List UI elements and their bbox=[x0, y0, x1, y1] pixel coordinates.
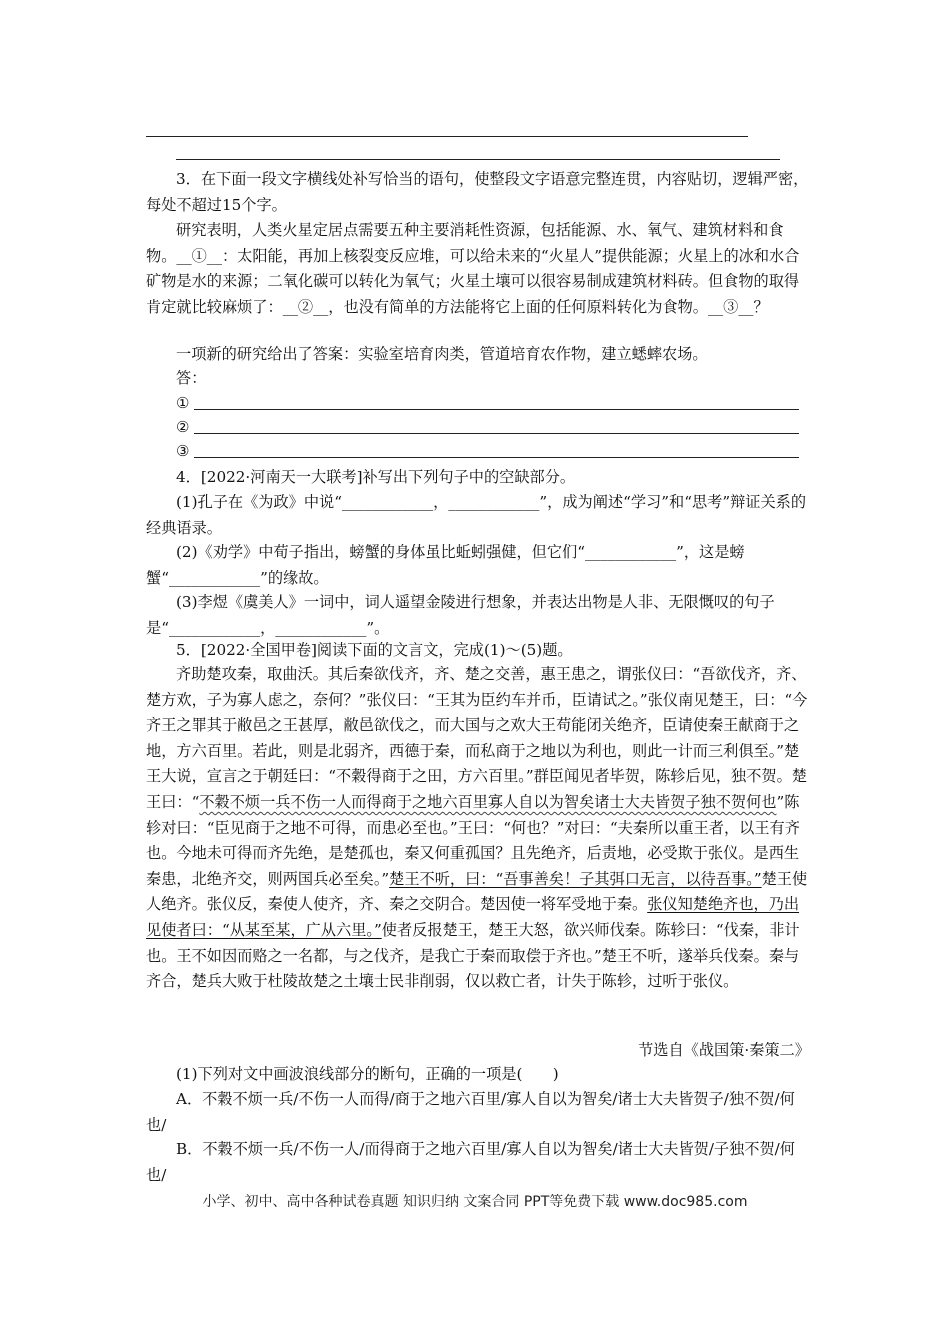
passage-source: 节选自《战国策·秦策二》 bbox=[638, 1041, 810, 1059]
q4-item-3: (3)李煜《虞美人》一词中，词人遥望金陵进行想象，并表达出物是人非、无限慨叹的句子是“____________，____________”。 bbox=[146, 593, 775, 637]
passage-text: 使者反报楚王，楚王大怒，欲兴师伐秦。陈轸曰：“伐秦，非计也。王不如因而赂之一名都，与之伐齐，是我亡于秦而取偿于齐也。”楚王不听，遂举兵伐秦。秦与齐合，楚兵大败于杜陵故楚之土壤士民非削弱，仅以救亡者，计失于陈轸，过听于张仪。 bbox=[146, 920, 800, 991]
option-a[interactable]: A．不穀不烦一兵/不伤一人而得/商于之地六百里/寡人自以为智矣/诸士大夫皆贺子/独不贺/何也/ bbox=[146, 1090, 795, 1134]
answer-blank-line bbox=[146, 136, 748, 137]
answer-blank-line bbox=[176, 159, 780, 160]
q4-stem: 4．[2022·河南天一大联考]补写出下列句子中的空缺部分。 bbox=[176, 468, 576, 486]
q3-passage-answer: 一项新的研究给出了答案：实验室培育肉类，管道培育农作物，建立蟋蟀农场。 bbox=[176, 345, 708, 363]
passage-text: 楚王使人绝齐。张仪反，秦使人使齐，齐、秦之交阴合。楚因使一将军受地于秦。 bbox=[146, 869, 808, 914]
q5-stem: 5．[2022·全国甲卷]阅读下面的文言文，完成(1)～(5)题。 bbox=[176, 641, 573, 659]
q5-sub-question-1: (1)下列对文中画波浪线部分的断句，正确的一项是( ) bbox=[176, 1065, 559, 1083]
q3-answer-label: 答： bbox=[176, 369, 207, 387]
q5-passage bbox=[146, 662, 810, 995]
q3-answer-2[interactable] bbox=[176, 416, 194, 438]
option-b[interactable]: B．不穀不烦一兵/不伤一人/而得商于之地六百里/寡人自以为智矣/诸士大夫皆贺/子独不贺/何也/ bbox=[146, 1140, 795, 1184]
q3-answer-1[interactable] bbox=[176, 392, 194, 414]
q3-stem: 3．在下面一段文字横线处补写恰当的语句，使整段文字语意完整连贯，内容贴切，逻辑严密，每处不超过15个字。 bbox=[146, 170, 809, 214]
answer-mark: ① bbox=[176, 394, 190, 412]
wavy-underlined-text: 不穀不烦一兵不伤一人而得商于之地六百里寡人自以为智矣诸士大夫皆贺子独不贺何也 bbox=[199, 792, 777, 811]
answer-mark: ② bbox=[176, 418, 190, 436]
q3-passage: 研究表明，人类火星定居点需要五种主要消耗性资源，包括能源、水、氧气、建筑材料和食物。__①__：太阳能，再加上核裂变反应堆，可以给未来的“火星人”提供能源；火星上的冰和水合矿物是水的来源；二氧化碳可以转化为氧气；火星土壤可以很容易制成建筑材料砖。但食物的取得肯定就比较麻烦了：__②__，也没有简单的方法能将它上面的任何原料转化为食物。__③__？ bbox=[146, 221, 800, 316]
passage-text: 齐助楚攻秦，取曲沃。其后秦欲伐齐，齐、楚之交善，惠王患之，谓张仪曰：“吾欲伐齐，齐、楚方欢，子为寡人虑之，奈何？”张仪曰：“王其为臣约车并币，臣请试之。”张仪南见楚王，曰：“今齐王之罪其于敝邑之王甚厚，敝邑欲伐之，而大国与之欢大王苟能闭关绝齐，臣请使秦王献商于之地，方六百里。若此，则是北弱齐，西德于秦，而私商于之地以为利也，则此一计而三利俱至。”楚王大说，宣言之于朝廷曰：“不穀得商于之田，方六百里。”群臣闻见者毕贺，陈轸后见，独不贺。楚王曰：“ bbox=[146, 665, 808, 811]
answer-mark: ③ bbox=[176, 442, 190, 460]
footer-banner: 小学、初中、高中各种试卷真题 知识归纳 文案合同 PPT等免费下载 www.doc985.com bbox=[202, 1194, 748, 1210]
q4-item-1: (1)孔子在《为政》中说“____________，____________”，成为阐述“学习”和“思考”辩证关系的经典语录。 bbox=[146, 493, 807, 537]
q3-answer-3[interactable] bbox=[176, 440, 194, 462]
q4-item-2: (2)《劝学》中荀子指出，螃蟹的身体虽比蚯蚓强健，但它们“____________”，这是螃蟹“____________”的缘故。 bbox=[146, 543, 745, 587]
underlined-sentence: 张仪知楚绝齐也，乃出见使者曰：“从某至某，广从六里。” bbox=[146, 895, 800, 939]
passage-text: ”陈轸对曰：“臣见商于之地不可得，而患必至也。”王曰：“何也？”对曰：“夫秦所以重王者，以王有齐也。今地未可得而齐先绝，是楚孤也，秦又何重孤国？且先绝齐，后责地，必受欺于张仪。是西生秦患，北绝齐交，则两国兵必至矣。” bbox=[146, 792, 800, 888]
underlined-sentence: 楚王不听，曰：“吾事善矣！子其弭口无言，以待吾事。” bbox=[389, 869, 762, 888]
